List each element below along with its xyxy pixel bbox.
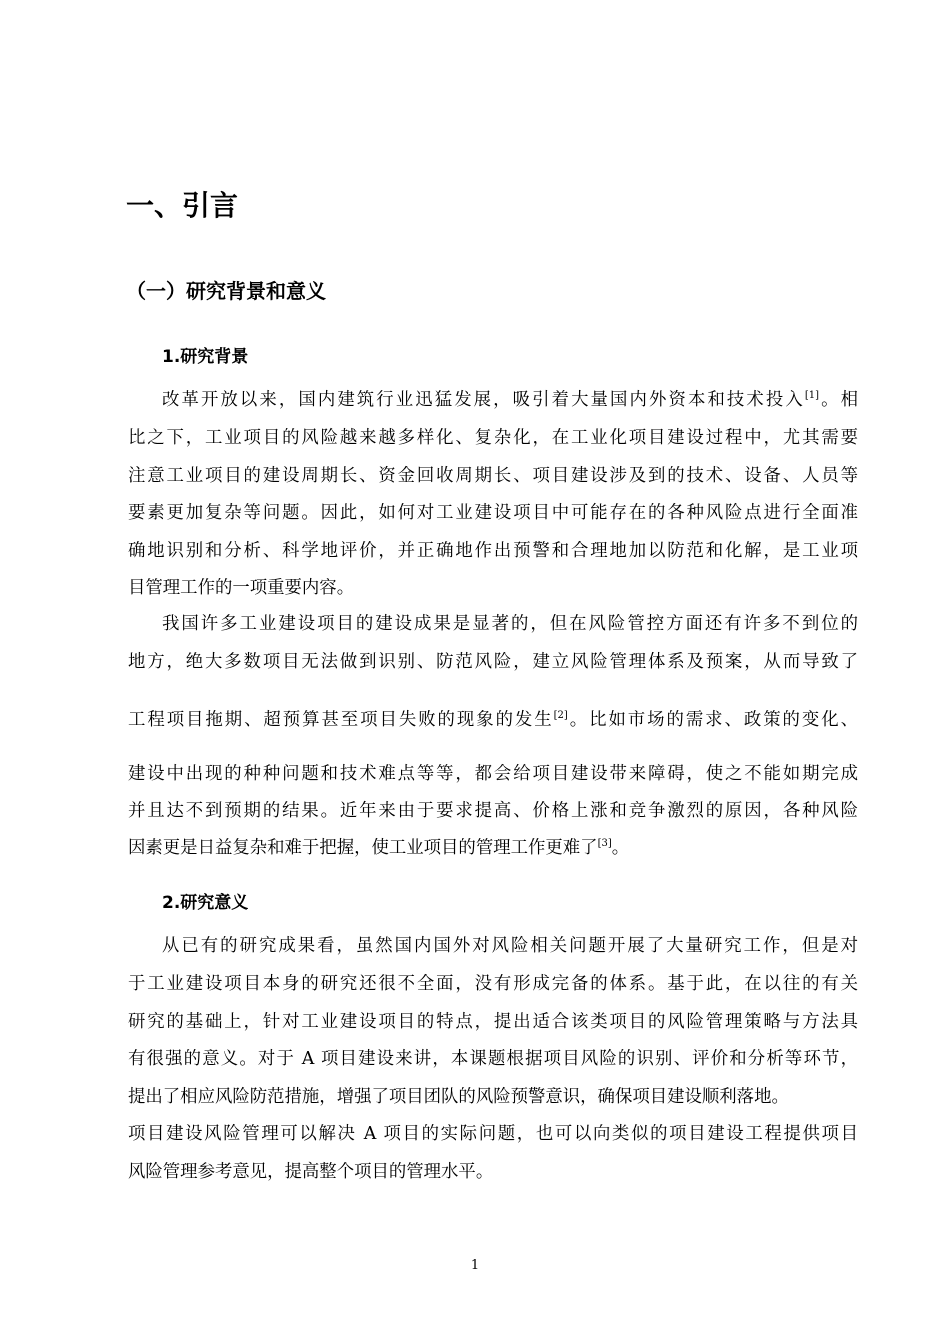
text-line: 目管理工作的一项重要内容。 <box>128 578 355 598</box>
text-line: 注意工业项目的建设周期长、资金回收周期长、项目建设涉及到的技术、设备、人员等 <box>128 466 858 486</box>
text-line: 并且达不到预期的结果。近年来由于要求提高、价格上涨和竞争激烈的原因，各种风险 <box>128 801 858 821</box>
text-line: 我国许多工业建设项目的建设成果是显著的，但在风险管控方面还有许多不到位的 <box>162 614 858 634</box>
text-line: 有很强的意义。对于 A 项目建设来讲，本课题根据项目风险的识别、评价和分析等环节， <box>128 1049 858 1069</box>
text-line: 风险管理参考意见，提高整个项目的管理水平。 <box>128 1162 494 1182</box>
section-title: （一）研究背景和意义 <box>126 279 326 303</box>
page-number: 1 <box>470 1258 480 1273</box>
text-line: 提出了相应风险防范措施，增强了项目团队的风险预警意识，确保项目建设顺利落地。 <box>128 1087 789 1107</box>
text-line: 地方，绝大多数项目无法做到识别、防范风险，建立风险管理体系及预案，从而导致了 <box>128 652 858 672</box>
text-line: 从已有的研究成果看，虽然国内国外对风险相关问题开展了大量研究工作，但是对 <box>162 936 858 956</box>
text-line: 工程项目拖期、超预算甚至项目失败的现象的发生[2]。比如市场的需求、政策的变化、 <box>128 710 858 730</box>
citation-ref: [1] <box>804 390 820 401</box>
text-line: 建设中出现的种种问题和技术难点等等，都会给项目建设带来障碍，使之不能如期完成 <box>128 764 858 784</box>
text-line: 比之下，工业项目的风险越来越多样化、复杂化，在工业化项目建设过程中，尤其需要 <box>128 428 858 448</box>
text-line: 改革开放以来，国内建筑行业迅猛发展，吸引着大量国内外资本和技术投入[1]。相 <box>162 390 858 410</box>
text-line: 项目建设风险管理可以解决 A 项目的实际问题，也可以向类似的项目建设工程提供项目 <box>128 1124 858 1144</box>
subsection-title-background: 1.研究背景 <box>162 347 249 367</box>
text-line: 研究的基础上，针对工业建设项目的特点，提出适合该类项目的风险管理策略与方法具 <box>128 1012 858 1032</box>
citation-ref: [2] <box>553 710 568 721</box>
citation-ref: [3] <box>597 838 612 849</box>
text-line: 因素更是日益复杂和难于把握，使工业项目的管理工作更难了[3]。 <box>128 838 630 858</box>
subsection-title-significance: 2.研究意义 <box>162 893 249 913</box>
text-line: 于工业建设项目本身的研究还很不全面，没有形成完备的体系。基于此，在以往的有关 <box>128 974 858 994</box>
text-line: 要素更加复杂等问题。因此，如何对工业建设项目中可能存在的各种风险点进行全面准 <box>128 503 858 523</box>
chapter-title: 一、引言 <box>126 189 239 222</box>
text-line: 确地识别和分析、科学地评价，并正确地作出预警和合理地加以防范和化解，是工业项 <box>128 541 858 561</box>
